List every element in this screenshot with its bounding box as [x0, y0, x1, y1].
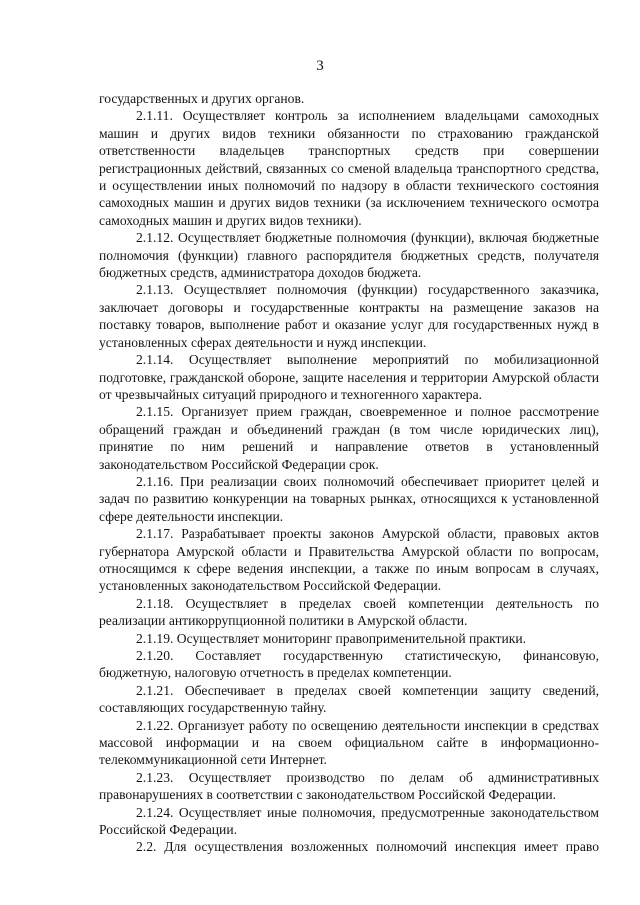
paragraph-2-1-15: 2.1.15. Организует прием граждан, своевременное и полное рассмотрение обращений граждан и объединений граждан (в том числе юридических лиц), принятие по ним решений и направление ответов в установленный законодательством Российской Федерации срок.	[99, 404, 599, 472]
paragraph-2-1-20: 2.1.20. Составляет государственную статистическую, финансовую, бюджетную, налоговую отчетность в пределах компетенции.	[99, 648, 599, 681]
paragraph-2-1-17: 2.1.17. Разрабатывает проекты законов Амурской области, правовых актов губернатора Амурской области и Правительства Амурской области по вопросам, относящимся к сфере ведения инспекции, а также по иным вопросам в случаях, установленных законодательством Российской Федерации.	[99, 526, 599, 594]
paragraph-2-1-12: 2.1.12. Осуществляет бюджетные полномочия (функции), включая бюджетные полномочия (функции) главного распорядителя бюджетных средств, получателя бюджетных средств, администратора доходов бюджета.	[99, 230, 599, 281]
paragraph-2-1-23: 2.1.23. Осуществляет производство по делам об административных правонарушениях в соответствии с законодательством Российской Федерации.	[99, 769, 599, 803]
paragraph-2-1-14: 2.1.14. Осуществляет выполнение мероприятий по мобилизационной подготовке, гражданской обороне, защите населения и территории Амурской области от чрезвычайных ситуаций природного и техногенного характера.	[99, 352, 599, 402]
paragraph-2-1-21: 2.1.21. Обеспечивает в пределах своей компетенции защиту сведений, составляющих государственную тайну.	[99, 682, 599, 716]
document-body	[99, 90, 599, 856]
paragraph-2-1-18: 2.1.18. Осуществляет в пределах своей компетенции деятельность по реализации антикоррупционной политики в Амурской области.	[99, 595, 599, 629]
page-number: 3	[316, 58, 324, 74]
paragraph-2-2: 2.2. Для осуществления возложенных полномочий инспекция имеет право	[136, 839, 599, 855]
paragraph-continuation: государственных и других органов.	[99, 91, 305, 106]
paragraph-2-1-22: 2.1.22. Организует работу по освещению деятельности инспекции в средствах массовой информации и на своем официальном сайте в информационно-телекоммуникационной сети Интернет.	[99, 717, 599, 768]
paragraph-2-1-13: 2.1.13. Осуществляет полномочия (функции) государственного заказчика, заключает договоры и государственные контракты на размещение заказов на поставку товаров, выполнение работ и оказание услуг для государственных нужд в установленных сферах деятельности и нужд инспекции.	[99, 282, 599, 350]
paragraph-2-1-11: 2.1.11. Осуществляет контроль за исполнением владельцами самоходных машин и других видов техники обязанности по страхованию гражданской ответственности владельцев транспортных средств при совершении регистрационных действий, связанных со сменой владельца транспортного средства, и осуществлении иных полномочий по надзору в области технического состояния самоходных машин и других видов техники (за исключением технического осмотра самоходных машин и других видов техники).	[99, 108, 599, 228]
paragraph-2-1-19: 2.1.19. Осуществляет мониторинг правоприменительной практики.	[136, 630, 527, 646]
paragraph-2-1-16: 2.1.16. При реализации своих полномочий обеспечивает приоритет целей и задач по развитию конкуренции на товарных рынках, относящихся к установленной сфере деятельности инспекции.	[99, 473, 599, 524]
paragraph-2-1-24: 2.1.24. Осуществляет иные полномочия, предусмотренные законодательством Российской Федерации.	[99, 804, 599, 838]
